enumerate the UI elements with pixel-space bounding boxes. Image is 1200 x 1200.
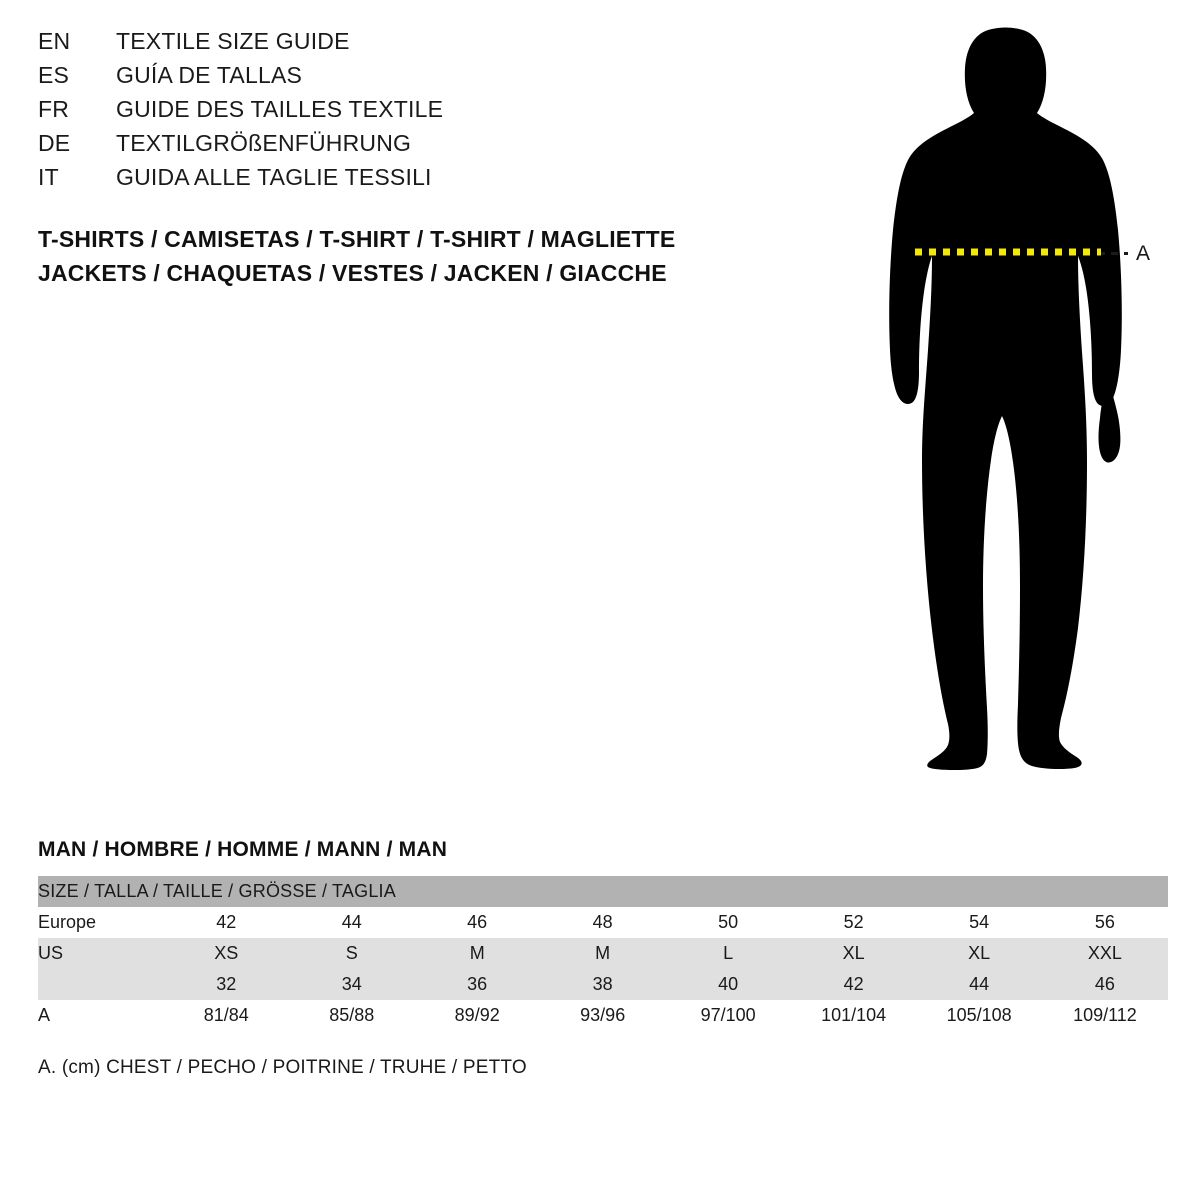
language-row	[38, 164, 738, 198]
table-header-label: SIZE / TALLA / TAILLE / GRÖSSE / TAGLIA	[38, 876, 1168, 907]
table-row	[38, 938, 1168, 969]
cell: M	[540, 938, 665, 969]
language-title: TEXTILE SIZE GUIDE	[116, 28, 350, 54]
language-row	[38, 28, 738, 62]
chest-measure-line	[913, 245, 1103, 259]
cell: 38	[540, 969, 665, 1000]
cell: 40	[665, 969, 790, 1000]
cell: 50	[665, 907, 790, 938]
cell: 101/104	[791, 1000, 916, 1031]
cell: 46	[414, 907, 539, 938]
cell: 56	[1042, 907, 1168, 938]
table-row	[38, 969, 1168, 1000]
table-row	[38, 1000, 1168, 1031]
row-label: A	[38, 1000, 163, 1031]
language-code: FR	[38, 96, 70, 122]
language-row	[38, 130, 738, 164]
cell: 42	[163, 907, 288, 938]
cell: 105/108	[916, 1000, 1041, 1031]
cell: 44	[289, 907, 414, 938]
cell: 54	[916, 907, 1041, 938]
cell: XL	[791, 938, 916, 969]
language-code: DE	[38, 130, 71, 156]
cell: 109/112	[1042, 1000, 1168, 1031]
language-row	[38, 96, 738, 130]
cell: 34	[289, 969, 414, 1000]
measurement-marker-label: A	[1136, 242, 1151, 265]
cell: 46	[1042, 969, 1168, 1000]
category-tshirts: T-SHIRTS / CAMISETAS / T-SHIRT / T-SHIRT / MAGLIETTE	[38, 226, 676, 252]
table-header-row	[38, 876, 1168, 907]
category-list	[38, 222, 798, 290]
cell: XXL	[1042, 938, 1168, 969]
cell: 89/92	[414, 1000, 539, 1031]
cell: 81/84	[163, 1000, 288, 1031]
language-code: IT	[38, 164, 59, 190]
cell: L	[665, 938, 790, 969]
language-header	[38, 28, 738, 198]
cell: 52	[791, 907, 916, 938]
body-silhouette-figure	[840, 20, 1180, 790]
cell: 42	[791, 969, 916, 1000]
table-footnote: A. (cm) CHEST / PECHO / POITRINE / TRUHE / PETTO	[38, 1057, 527, 1078]
gender-title: MAN / HOMBRE / HOMME / MANN / MAN	[38, 838, 448, 861]
row-label: Europe	[38, 907, 163, 938]
language-code: ES	[38, 62, 70, 88]
size-table-section	[38, 838, 1168, 1079]
cell: XL	[916, 938, 1041, 969]
language-title: GUÍA DE TALLAS	[116, 62, 303, 88]
language-code: EN	[38, 28, 71, 54]
man-silhouette-icon	[840, 20, 1180, 790]
table-row	[38, 907, 1168, 938]
cell: 36	[414, 969, 539, 1000]
cell: M	[414, 938, 539, 969]
cell: S	[289, 938, 414, 969]
language-title: GUIDA ALLE TAGLIE TESSILI	[116, 164, 432, 190]
row-label	[38, 969, 163, 1000]
cell: 97/100	[665, 1000, 790, 1031]
cell: XS	[163, 938, 288, 969]
cell: 44	[916, 969, 1041, 1000]
language-title: TEXTILGRÖßENFÜHRUNG	[116, 130, 412, 156]
cell: 32	[163, 969, 288, 1000]
language-title: GUIDE DES TAILLES TEXTILE	[116, 96, 444, 122]
cell: 93/96	[540, 1000, 665, 1031]
language-row	[38, 62, 738, 96]
row-label: US	[38, 938, 163, 969]
cell: 48	[540, 907, 665, 938]
size-table	[38, 876, 1168, 1031]
cell: 85/88	[289, 1000, 414, 1031]
category-jackets: JACKETS / CHAQUETAS / VESTES / JACKEN / GIACCHE	[38, 260, 667, 286]
